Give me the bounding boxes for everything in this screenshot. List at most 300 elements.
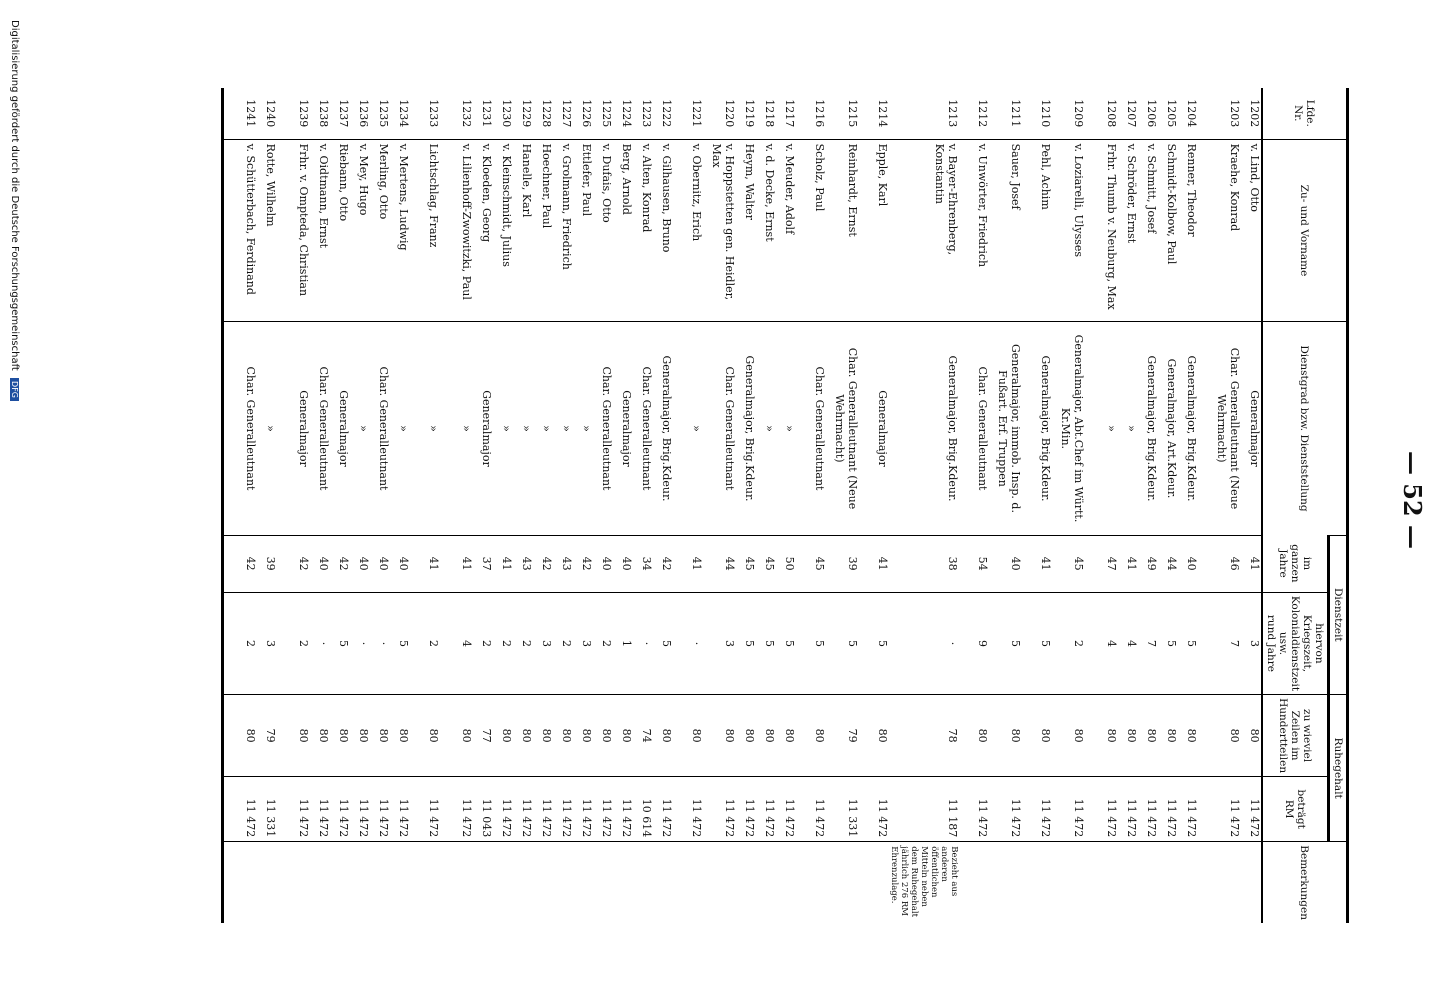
cell-war: · <box>310 592 330 694</box>
cell-name: v. Schmitt, Josef <box>1138 139 1158 322</box>
cell-name: v. Mertens, Ludwig <box>390 139 410 322</box>
cell-war: 1 <box>613 592 633 694</box>
cell-remark <box>257 842 277 923</box>
spacer-cell <box>959 842 969 923</box>
cell-remark <box>440 842 473 923</box>
spacer-cell <box>1198 535 1208 592</box>
cell-name: v. Lilienhoff-Zwowitzki, Paul <box>440 139 473 322</box>
cell-nr: 1232 <box>460 99 473 128</box>
cell-remark <box>493 842 513 923</box>
header-pension-share: zu wieviel Zeilen im Hundertteilen <box>1262 695 1329 777</box>
cell-remark <box>736 842 756 923</box>
header-rank: Dienstgrad bzw. Dienststellung <box>1262 322 1348 535</box>
spacer-cell <box>1022 322 1032 535</box>
cell-remark <box>513 842 533 923</box>
cell-name: Ettlefer, Paul <box>573 139 593 322</box>
cell-name: v. Lind, Otto <box>1241 139 1262 322</box>
cell-rank: » <box>390 322 410 535</box>
cell-war: 5 <box>806 592 826 694</box>
cell-pct: 79 <box>826 695 859 777</box>
cell-years: 46 <box>1208 535 1241 592</box>
cell-nr: 1233 <box>427 99 440 128</box>
cell-amount: 11 472 <box>420 777 440 842</box>
cell-pct: 80 <box>420 695 440 777</box>
spacer-cell <box>1198 842 1208 923</box>
cell-pct: 80 <box>1052 695 1085 777</box>
cell-years: 47 <box>1085 535 1118 592</box>
cell-pct: 80 <box>573 695 593 777</box>
cell-pct: 78 <box>889 695 959 777</box>
cell-years: 45 <box>806 535 826 592</box>
spacer-cell <box>959 695 969 777</box>
cell-war: · <box>633 592 653 694</box>
cell-remark <box>806 842 826 923</box>
header-service: Dienstzeit <box>1329 535 1348 695</box>
cell-amount: 11 472 <box>310 777 330 842</box>
table-row <box>889 88 959 923</box>
cell-years: 49 <box>1138 535 1158 592</box>
cell-remark <box>969 842 989 923</box>
cell-war: 5 <box>1032 592 1052 694</box>
cell-war: 5 <box>756 592 776 694</box>
unit-years: Jahre <box>1277 549 1289 578</box>
cell-rank: Generalmajor, immob. Insp. d. Fußart. Erf. Truppen <box>989 322 1022 535</box>
table-row <box>703 88 736 923</box>
spacer-cell <box>1022 777 1032 842</box>
cell-years: 41 <box>1118 535 1138 592</box>
cell-name: Kraehe, Konrad <box>1208 139 1241 322</box>
row-spacer <box>1022 88 1032 923</box>
cell-nr: 1225 <box>600 99 613 128</box>
cell-pct: 80 <box>223 695 258 777</box>
cell-rank: Generalmajor, Brig.Kdeur. <box>736 322 756 535</box>
cell-pct: 80 <box>513 695 533 777</box>
spacer-cell <box>673 695 683 777</box>
cell-remark <box>633 842 653 923</box>
page-number: — 52 — <box>1398 450 1427 550</box>
cell-pct: 80 <box>440 695 473 777</box>
header-service-war <box>1262 592 1329 694</box>
table-row <box>390 88 410 923</box>
spacer-cell <box>673 842 683 923</box>
cell-pct: 80 <box>1208 695 1241 777</box>
cell-war: 3 <box>703 592 736 694</box>
spacer-cell <box>959 139 969 322</box>
cell-pct: 80 <box>533 695 553 777</box>
cell-remark <box>1032 842 1052 923</box>
cell-name: Schmidt-Kolbow, Paul <box>1158 139 1178 322</box>
cell-pct: 80 <box>350 695 370 777</box>
spacer-cell <box>673 592 683 694</box>
table-row <box>756 88 776 923</box>
table-row <box>553 88 573 923</box>
cell-years: 42 <box>277 535 310 592</box>
spacer-cell <box>410 139 420 322</box>
cell-amount: 11 472 <box>553 777 573 842</box>
cell-pct: 80 <box>683 695 703 777</box>
service-total-label: im ganzen <box>1289 544 1313 583</box>
cell-remark <box>989 842 1022 923</box>
cell-name: v. Kloeden, Georg <box>473 139 493 322</box>
cell-years: 40 <box>613 535 633 592</box>
cell-years: 40 <box>593 535 613 592</box>
cell-amount: 11 472 <box>776 777 796 842</box>
cell-nr: 1227 <box>560 99 573 128</box>
table-row <box>1085 88 1118 923</box>
cell-name: Rotte, Wilhelm <box>257 139 277 322</box>
table-row <box>613 88 633 923</box>
cell-war: 2 <box>223 592 258 694</box>
cell-nr: 1202 <box>1248 99 1261 128</box>
cell-nr: 1231 <box>480 99 493 128</box>
header-pension: Ruhegehalt <box>1329 695 1348 842</box>
cell-remark <box>613 842 633 923</box>
spacer-cell <box>959 535 969 592</box>
cell-pct: 80 <box>1158 695 1178 777</box>
cell-pct: 80 <box>1118 695 1138 777</box>
cell-years: 40 <box>1178 535 1198 592</box>
cell-remark <box>1052 842 1085 923</box>
cell-years: 41 <box>1241 535 1262 592</box>
cell-pct: 80 <box>553 695 573 777</box>
cell-pct: 80 <box>776 695 796 777</box>
cell-years: 41 <box>440 535 473 592</box>
cell-name: v. Unwörter, Friedrich <box>969 139 989 322</box>
cell-rank: » <box>493 322 513 535</box>
cell-pct: 80 <box>1178 695 1198 777</box>
cell-war: · <box>350 592 370 694</box>
table-row <box>493 88 513 923</box>
cell-years: 42 <box>533 535 553 592</box>
cell-war: 2 <box>420 592 440 694</box>
cell-remark <box>390 842 410 923</box>
table-row <box>989 88 1022 923</box>
pension-amount-label: beträgt <box>1295 789 1307 829</box>
table-row <box>969 88 989 923</box>
table-row <box>826 88 859 923</box>
table-row <box>653 88 673 923</box>
cell-nr: 1236 <box>357 99 370 128</box>
cell-remark <box>826 842 859 923</box>
spacer-cell <box>410 777 420 842</box>
cell-nr: 1220 <box>723 99 736 128</box>
cell-remark <box>593 842 613 923</box>
cell-amount: 11 472 <box>1032 777 1052 842</box>
service-war-label: hiervon Kriegszeit, Kolonialdienstzeit usw. <box>1277 595 1325 692</box>
table-row <box>473 88 493 923</box>
cell-amount: 11 472 <box>969 777 989 842</box>
cell-nr: 1203 <box>1228 99 1241 128</box>
cell-years: 44 <box>703 535 736 592</box>
cell-amount: 11 472 <box>1158 777 1178 842</box>
cell-pct: 77 <box>473 695 493 777</box>
cell-rank: » <box>756 322 776 535</box>
cell-remark <box>533 842 553 923</box>
cell-pct: 80 <box>869 695 889 777</box>
spacer-cell <box>1022 535 1032 592</box>
cell-remark <box>1208 842 1241 923</box>
cell-rank: Generalmajor, Brig.Kdeur. <box>653 322 673 535</box>
spacer-cell <box>859 322 869 535</box>
spacer-cell <box>1022 139 1032 322</box>
spacer-cell <box>959 322 969 535</box>
cell-rank: Generalmajor <box>277 322 310 535</box>
cell-years: 42 <box>223 535 258 592</box>
spacer-cell <box>1022 592 1032 694</box>
cell-remark <box>370 842 390 923</box>
cell-name: v. Mey, Hugo <box>350 139 370 322</box>
cell-nr: 1204 <box>1185 99 1198 128</box>
cell-name: Renner, Theodor <box>1178 139 1198 322</box>
cell-amount: 11 472 <box>756 777 776 842</box>
table-row <box>736 88 756 923</box>
table-row <box>869 88 889 923</box>
cell-rank: Generalmajor <box>613 322 633 535</box>
cell-amount: 11 472 <box>989 777 1022 842</box>
cell-years: 40 <box>350 535 370 592</box>
spacer-cell <box>410 88 420 139</box>
cell-war: 5 <box>989 592 1022 694</box>
cell-amount: 11 472 <box>613 777 633 842</box>
cell-years: 45 <box>1052 535 1085 592</box>
cell-years: 41 <box>493 535 513 592</box>
spacer-cell <box>859 842 869 923</box>
spacer-cell <box>1022 695 1032 777</box>
cell-nr: 1221 <box>690 99 703 128</box>
spacer-cell <box>410 322 420 535</box>
cell-nr: 1211 <box>1009 99 1022 128</box>
cell-remark <box>420 842 440 923</box>
cell-rank: » <box>1118 322 1138 535</box>
cell-pct: 80 <box>613 695 633 777</box>
cell-name: Riebann, Otto <box>330 139 350 322</box>
table-row <box>277 88 310 923</box>
dfg-logo: DFG <box>10 378 19 401</box>
cell-nr: 1222 <box>660 99 673 128</box>
header-service-total <box>1262 535 1329 592</box>
cell-years: 44 <box>1158 535 1178 592</box>
spacer-cell <box>1198 139 1208 322</box>
cell-remark: Bezieht aus anderen öffentlichen Mitteln neben dem Ruhegehalt jährlich 276 RM Ehrenzulage. <box>889 842 959 923</box>
cell-pct: 80 <box>989 695 1022 777</box>
cell-war: 5 <box>390 592 410 694</box>
cell-war: 4 <box>1118 592 1138 694</box>
table-row <box>513 88 533 923</box>
cell-years: 42 <box>330 535 350 592</box>
cell-nr: 1205 <box>1165 99 1178 128</box>
cell-pct: 80 <box>1032 695 1052 777</box>
row-spacer <box>796 88 806 923</box>
cell-name: v. Kleinschmidt, Julius <box>493 139 513 322</box>
cell-name: Frhr. v. Ompteda, Christian <box>277 139 310 322</box>
cell-pct: 80 <box>593 695 613 777</box>
cell-rank: » <box>440 322 473 535</box>
cell-remark <box>703 842 736 923</box>
cell-years: 43 <box>553 535 573 592</box>
currency-label: RM <box>1283 799 1295 819</box>
cell-war: 2 <box>593 592 613 694</box>
cell-years: 54 <box>969 535 989 592</box>
table-row <box>223 88 258 923</box>
spacer-cell <box>796 842 806 923</box>
spacer-cell <box>859 139 869 322</box>
cell-name: v. Schröder, Ernst <box>1118 139 1138 322</box>
table-row <box>330 88 350 923</box>
cell-nr: 1218 <box>763 99 776 128</box>
cell-war: 5 <box>1178 592 1198 694</box>
spacer-cell <box>796 592 806 694</box>
cell-years: 45 <box>756 535 776 592</box>
cell-years: 41 <box>420 535 440 592</box>
row-spacer <box>673 88 683 923</box>
table-row <box>633 88 653 923</box>
cell-remark <box>869 842 889 923</box>
cell-war: 5 <box>1158 592 1178 694</box>
cell-rank: Char. Generalleutnant (Neue Wehrmacht) <box>1208 322 1241 535</box>
cell-rank: » <box>420 322 440 535</box>
cell-remark <box>1138 842 1158 923</box>
spacer-cell <box>796 88 806 139</box>
spacer-cell <box>959 592 969 694</box>
cell-rank: Generalmajor <box>869 322 889 535</box>
spacer-cell <box>673 535 683 592</box>
table-row <box>350 88 370 923</box>
cell-pct: 80 <box>806 695 826 777</box>
cell-rank: Char. Generalleutnant <box>633 322 653 535</box>
cell-pct: 80 <box>1241 695 1262 777</box>
cell-war: · <box>889 592 959 694</box>
cell-amount: 11 472 <box>593 777 613 842</box>
cell-amount: 11 472 <box>350 777 370 842</box>
table-row <box>1138 88 1158 923</box>
table-row <box>420 88 440 923</box>
cell-name: Epple, Karl <box>869 139 889 322</box>
cell-rank: » <box>350 322 370 535</box>
spacer-cell <box>859 695 869 777</box>
cell-nr: 1209 <box>1072 99 1085 128</box>
cell-amount: 11 472 <box>1138 777 1158 842</box>
cell-rank: Generalmajor, Art.Kdeur. <box>1158 322 1178 535</box>
cell-years: 41 <box>1032 535 1052 592</box>
cell-name: v. Gilhausen, Bruno <box>653 139 673 322</box>
cell-war: 9 <box>969 592 989 694</box>
table-row <box>806 88 826 923</box>
cell-rank: Char. Generalleutnant (Neue Wehrmacht) <box>826 322 859 535</box>
cell-years: 50 <box>776 535 796 592</box>
cell-nr: 1237 <box>337 99 350 128</box>
cell-name: v. Bayer-Ehrenberg, Konstantin <box>889 139 959 322</box>
cell-pct: 80 <box>310 695 330 777</box>
cell-rank: Generalmajor <box>1241 322 1262 535</box>
cell-years: 34 <box>633 535 653 592</box>
cell-name: Sauer, Josef <box>989 139 1022 322</box>
cell-rank: » <box>553 322 573 535</box>
cell-pct: 80 <box>370 695 390 777</box>
cell-years: 40 <box>989 535 1022 592</box>
spacer-cell <box>1022 88 1032 139</box>
cell-rank: » <box>1085 322 1118 535</box>
spacer-cell <box>796 322 806 535</box>
cell-rank: » <box>533 322 553 535</box>
cell-rank: » <box>683 322 703 535</box>
pension-table <box>221 88 1349 923</box>
spacer-cell <box>1022 842 1032 923</box>
cell-rank: Char. Generalleutnant <box>370 322 390 535</box>
cell-remark <box>776 842 796 923</box>
cell-years: 39 <box>257 535 277 592</box>
cell-nr: 1241 <box>223 88 258 139</box>
cell-war: 7 <box>1208 592 1241 694</box>
cell-name: v. Dufais, Otto <box>593 139 613 322</box>
row-spacer <box>410 88 420 923</box>
spacer-cell <box>673 322 683 535</box>
cell-war: 2 <box>553 592 573 694</box>
spacer-cell <box>673 88 683 139</box>
cell-years: 42 <box>573 535 593 592</box>
cell-nr: 1228 <box>540 99 553 128</box>
spacer-cell <box>859 592 869 694</box>
table-row <box>683 88 703 923</box>
cell-nr: 1230 <box>500 99 513 128</box>
cell-remark <box>553 842 573 923</box>
table-row <box>257 88 277 923</box>
spacer-cell <box>1198 322 1208 535</box>
cell-pct: 80 <box>390 695 410 777</box>
cell-pct: 80 <box>493 695 513 777</box>
cell-nr: 1215 <box>846 99 859 128</box>
cell-name: Heym, Walter <box>736 139 756 322</box>
cell-name: v. Obernitz, Erich <box>683 139 703 322</box>
cell-amount: 11 472 <box>573 777 593 842</box>
spacer-cell <box>796 535 806 592</box>
cell-rank: Generalmajor, Abt.Chef im Württ. Kr.Min. <box>1052 322 1085 535</box>
cell-name: Lichtschlag, Franz <box>420 139 440 322</box>
cell-amount: 11 472 <box>370 777 390 842</box>
cell-nr: 1235 <box>377 99 390 128</box>
table-row <box>440 88 473 923</box>
cell-remark <box>1241 842 1262 923</box>
header-pension-amount <box>1262 777 1329 842</box>
cell-nr: 1239 <box>297 99 310 128</box>
header-nr: Lfde. Nr. <box>1262 88 1348 139</box>
cell-years: 41 <box>869 535 889 592</box>
cell-war: · <box>370 592 390 694</box>
cell-remark <box>277 842 310 923</box>
table-row <box>1032 88 1052 923</box>
cell-nr: 1219 <box>743 99 756 128</box>
cell-amount: 11 472 <box>533 777 553 842</box>
cell-remark <box>1085 842 1118 923</box>
cell-pct: 74 <box>633 695 653 777</box>
header-remarks: Bemerkungen <box>1262 842 1348 923</box>
cell-nr: 1216 <box>813 99 826 128</box>
table-row <box>1158 88 1178 923</box>
cell-war: 5 <box>826 592 859 694</box>
cell-name: v. Loziarelli, Ulysses <box>1052 139 1085 322</box>
cell-amount: 11 472 <box>1208 777 1241 842</box>
cell-pct: 80 <box>330 695 350 777</box>
cell-rank: Char. Generalleutnant <box>310 322 330 535</box>
cell-remark <box>350 842 370 923</box>
cell-war: 3 <box>1241 592 1262 694</box>
table-row <box>370 88 390 923</box>
cell-remark <box>330 842 350 923</box>
cell-name: Hoechner, Paul <box>533 139 553 322</box>
cell-amount: 11 472 <box>653 777 673 842</box>
spacer-cell <box>1198 777 1208 842</box>
cell-amount: 11 472 <box>440 777 473 842</box>
cell-years: 42 <box>653 535 673 592</box>
